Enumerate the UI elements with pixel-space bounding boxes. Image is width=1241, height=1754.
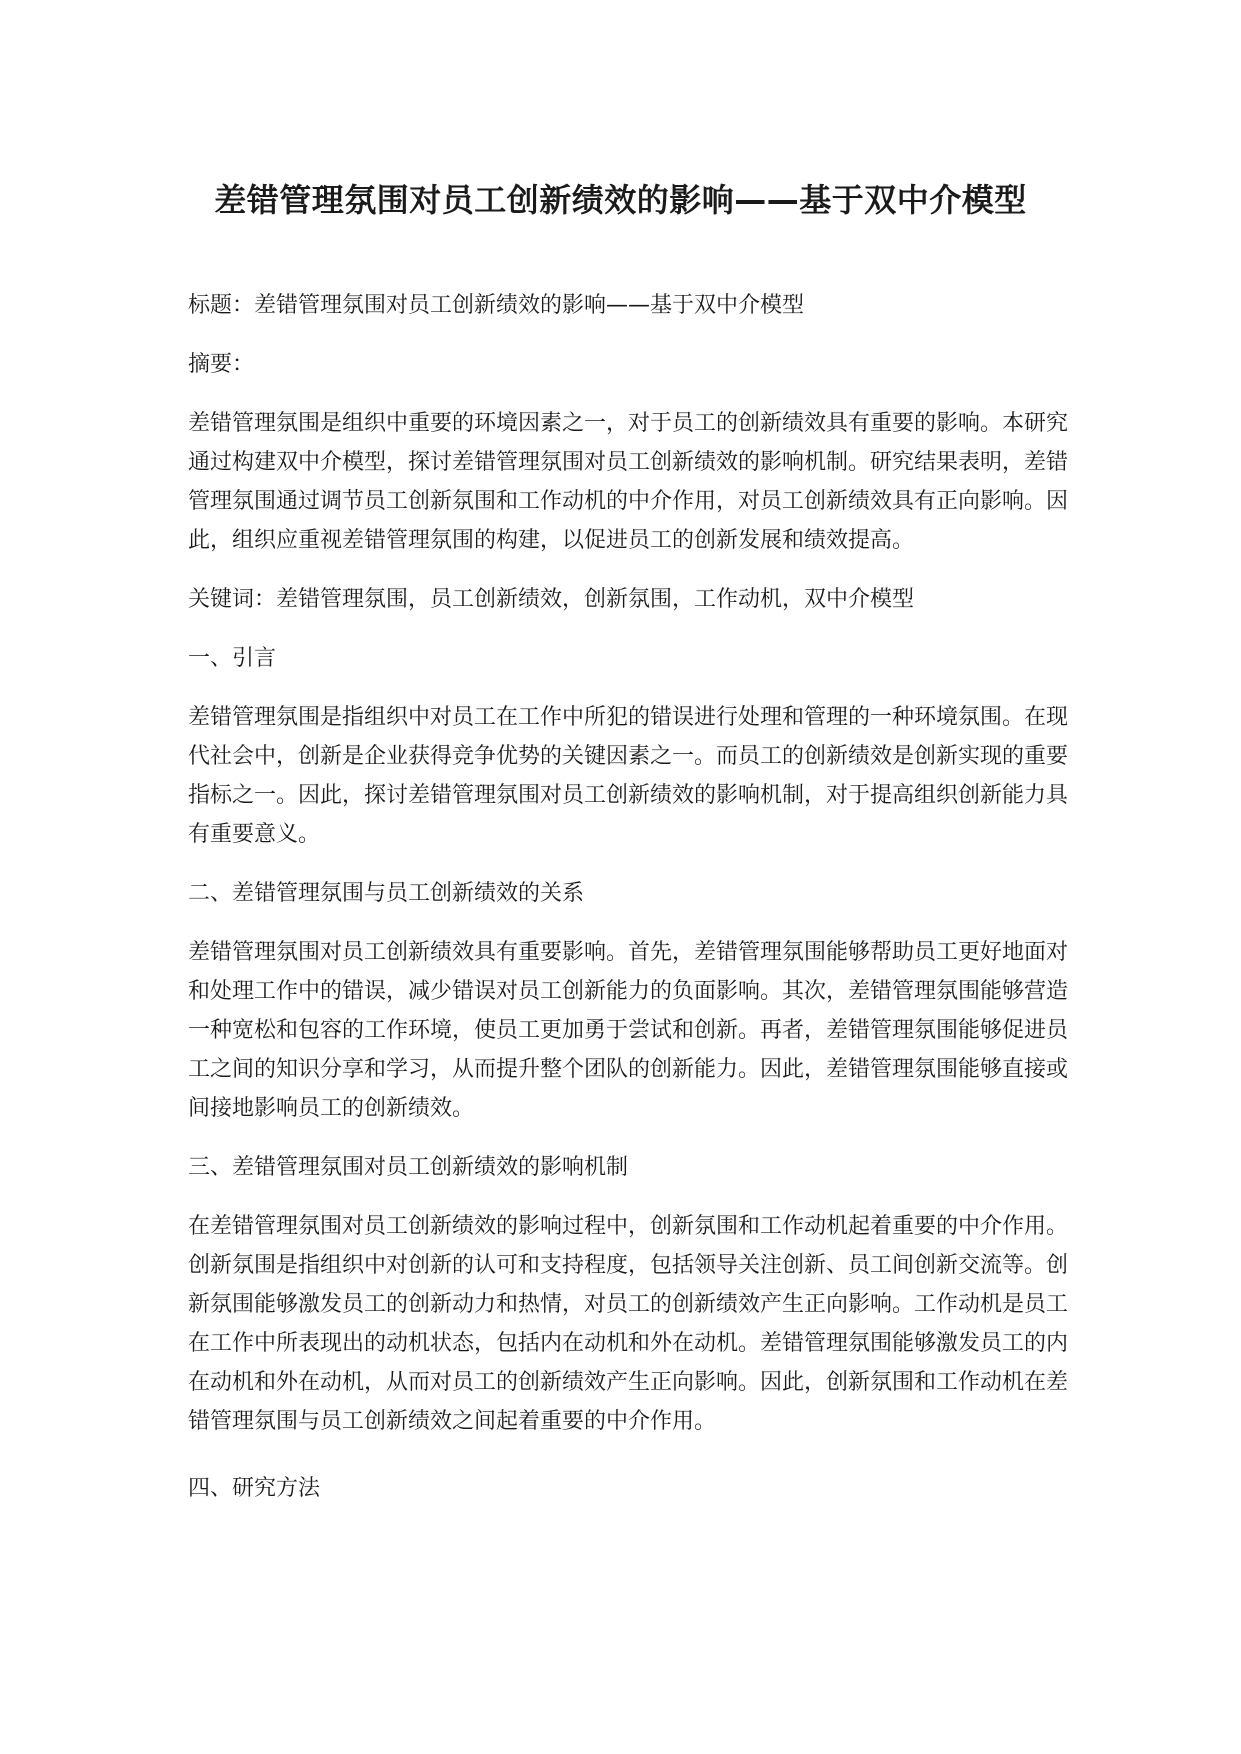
section-heading-mechanism: 三、差错管理氛围对员工创新绩效的影响机制 — [188, 1155, 629, 1180]
section-heading-introduction: 一、引言 — [188, 646, 277, 671]
section-paragraph-relationship: 差错管理氛围对员工创新绩效具有重要影响。首先，差错管理氛围能够帮助员工更好地面对和处理工作中的错误，减少错误对员工创新能力的负面影响。其次，差错管理氛围能够营造一种宽松和包容的工作环境，使员工更加勇于尝试和创新。再者，差错管理氛围能够促进员工之间的知识分享和学习，从而提升整个团队的创新能力。因此，差错管理氛围能够直接或间接地影响员工的创新绩效。 — [188, 940, 1069, 1121]
section-paragraph-mechanism: 在差错管理氛围对员工创新绩效的影响过程中，创新氛围和工作动机起着重要的中介作用。创新氛围是指组织中对创新的认可和支持程度，包括领导关注创新、员工间创新交流等。创新氛围能够激发员工的创新动力和热情，对员工的创新绩效产生正向影响。工作动机是员工在工作中所表现出的动机状态，包括内在动机和外在动机。差错管理氛围能够激发员工的内在动机和外在动机，从而对员工的创新绩效产生正向影响。因此，创新氛围和工作动机在差错管理氛围与员工创新绩效之间起着重要的中介作用。 — [188, 1214, 1069, 1434]
keywords-line: 关键词：差错管理氛围，员工创新绩效，创新氛围，工作动机，双中介模型 — [188, 587, 915, 612]
section-paragraph-introduction: 差错管理氛围是指组织中对员工在工作中所犯的错误进行处理和管理的一种环境氛围。在现代社会中，创新是企业获得竞争优势的关键因素之一。而员工的创新绩效是创新实现的重要指标之一。因此，探讨差错管理氛围对员工创新绩效的影响机制，对于提高组织创新能力具有重要意义。 — [188, 705, 1069, 847]
document-body — [188, 286, 1068, 1528]
document-title: 差错管理氛围对员工创新绩效的影响——基于双中介模型 — [214, 181, 1027, 219]
section-heading-relationship: 二、差错管理氛围与员工创新绩效的关系 — [188, 881, 585, 906]
section-heading-methods: 四、研究方法 — [188, 1476, 321, 1501]
abstract-label: 摘要： — [188, 352, 255, 377]
title-line: 标题：差错管理氛围对员工创新绩效的影响——基于双中介模型 — [188, 293, 805, 318]
abstract-paragraph: 差错管理氛围是组织中重要的环境因素之一，对于员工的创新绩效具有重要的影响。本研究通过构建双中介模型，探讨差错管理氛围对员工创新绩效的影响机制。研究结果表明，差错管理氛围通过调节员工创新氛围和工作动机的中介作用，对员工创新绩效具有正向影响。因此，组织应重视差错管理氛围的构建，以促进员工的创新发展和绩效提高。 — [188, 411, 1069, 553]
